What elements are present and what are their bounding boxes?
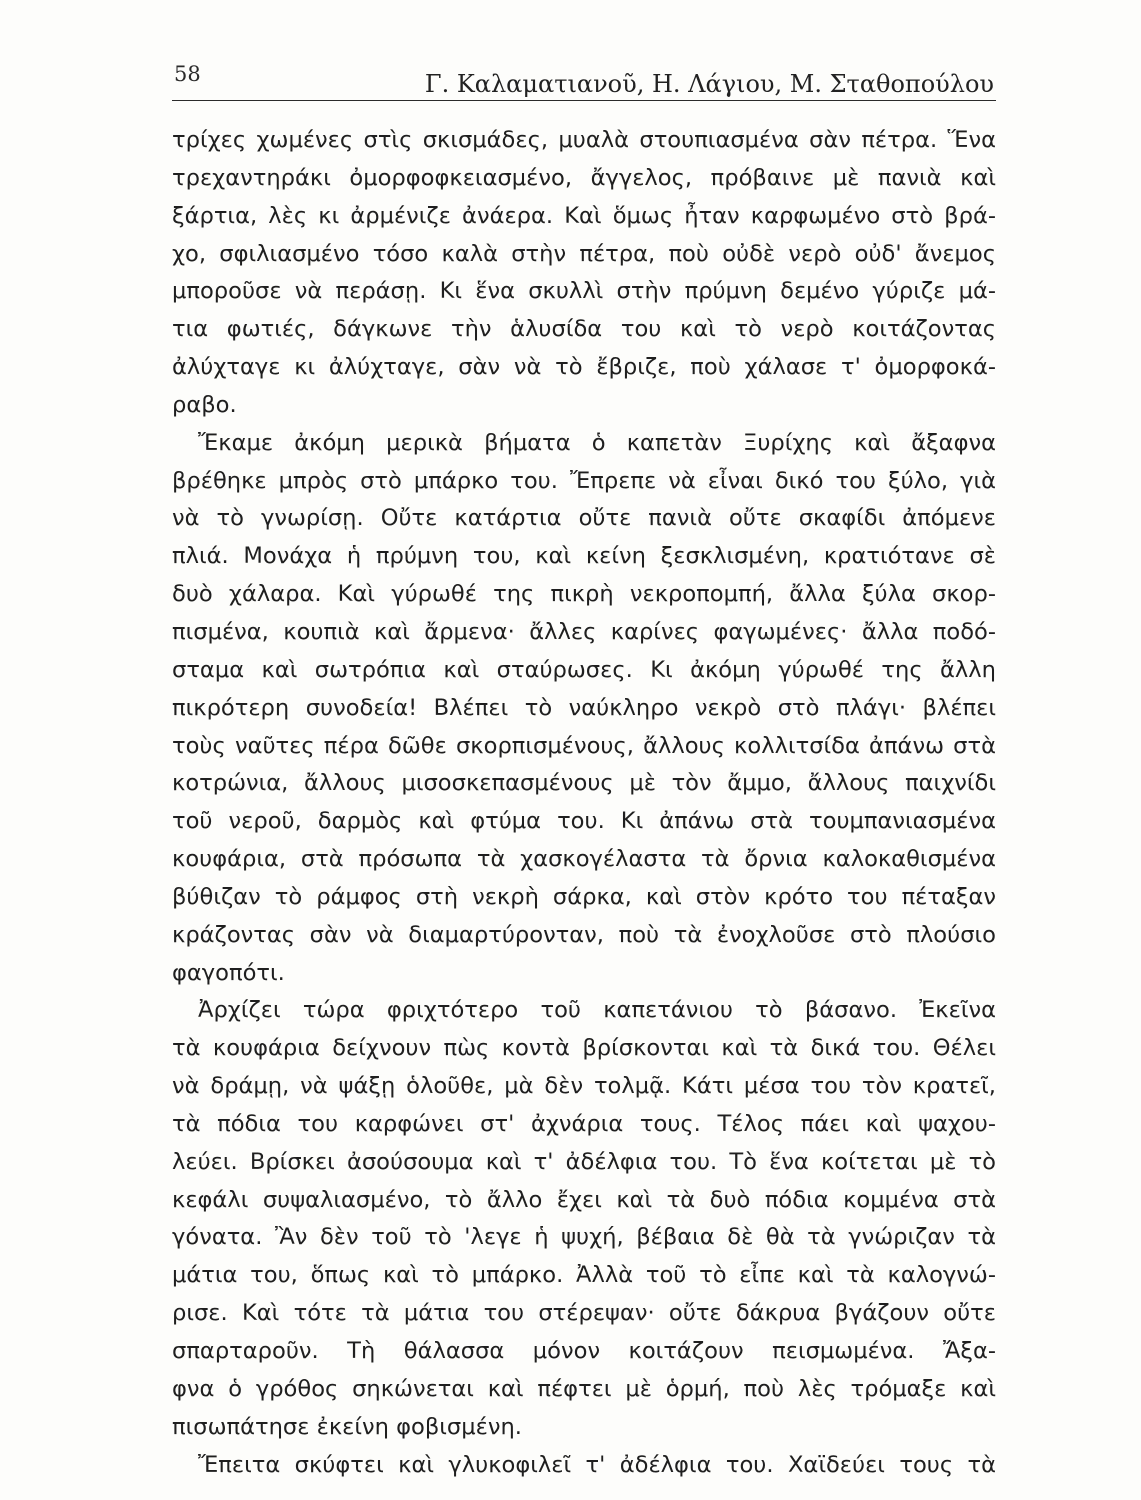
- text-line: τὰ πόδια του καρφώνει στ' ἀχνάρια τους. Τέλος πάει καὶ ψαχου-: [172, 1110, 996, 1137]
- text-line: Ἔπειτα σκύφτει καὶ γλυκοφιλεῖ τ' ἀδέλφια του. Χαϊδεύει τους τὰ: [198, 1451, 996, 1478]
- text-line: τρίχες χωμένες στὶς σκισμάδες, μυαλὰ στουπιασμένα σὰν πέτρα. Ἕνα: [172, 127, 996, 153]
- text-line: λεύει. Βρίσκει ἀσούσουμα καὶ τ' ἀδέλφια του. Τὸ ἕνα κοίτεται μὲ τὸ: [172, 1148, 996, 1175]
- text-line: δυὸ χάλαρα. Καὶ γύρωθέ της πικρὴ νεκροπομπή, ἄλλα ξύλα σκορ-: [172, 581, 996, 608]
- text-line: μποροῦσε νὰ περάσῃ. Κι ἕνα σκυλλὶ στὴν πρύμνη δεμένο γύριζε μά-: [172, 278, 996, 305]
- text-line: πικρότερη συνοδεία! Βλέπει τὸ ναύκληρο νεκρὸ στὸ πλάγι· βλέπει: [172, 694, 996, 721]
- text-line: τρεχαντηράκι ὀμορφοφκειασμένο, ἄγγελος, πρόβαινε μὲ πανιὰ καὶ: [172, 164, 996, 191]
- running-title: Γ. Καλαματιανοῦ, Η. Λάγιου, Μ. Σταθοπούλου: [424, 70, 994, 98]
- text-line: Ἔκαμε ἀκόμη μερικὰ βήματα ὁ καπετὰν Ξυρίχης καὶ ἄξαφνα: [198, 429, 996, 456]
- text-line: τοῦ νεροῦ, δαρμὸς καὶ φτύμα του. Κι ἀπάνω στὰ τουμπανιασμένα: [172, 808, 996, 835]
- text-line: κοτρώνια, ἄλλους μισοσκεπασμένους μὲ τὸν ἄμμο, ἄλλους παιχνίδι: [172, 770, 996, 797]
- text-line: βύθιζαν τὸ ράμφος στὴ νεκρὴ σάρκα, καὶ στὸν κρότο του πέταξαν: [172, 883, 996, 910]
- text-line: πισμένα, κουπιὰ καὶ ἄρμενα· ἄλλες καρίνες φαγωμένες· ἄλλα ποδό-: [172, 618, 996, 645]
- text-line: νὰ δράμῃ, νὰ ψάξῃ ὁλοῦθε, μὰ δὲν τολμᾷ. Κάτι μέσα του τὸν κρατεῖ,: [172, 1073, 996, 1100]
- text-line: χο, σφιλιασμένο τόσο καλὰ στὴν πέτρα, ποὺ οὐδὲ νερὸ οὐδ' ἄνεμος: [172, 240, 996, 267]
- text-line: βρέθηκε μπρὸς στὸ μπάρκο του. Ἔπρεπε νὰ εἶναι δικό του ξύλο, γιὰ: [172, 467, 996, 494]
- text-line: Ἀρχίζει τώρα φριχτότερο τοῦ καπετάνιου τὸ βάσανο. Ἐκεῖνα: [198, 997, 996, 1024]
- text-line: φνα ὁ γρόθος σηκώνεται καὶ πέφτει μὲ ὁρμή, ποὺ λὲς τρόμαξε καὶ: [172, 1375, 996, 1402]
- text-line: κουφάρια, στὰ πρόσωπα τὰ χασκογέλαστα τὰ ὄρνια καλοκαθισμένα: [172, 846, 996, 873]
- text-line: φαγοπότι.: [172, 959, 285, 986]
- running-header: [172, 58, 996, 101]
- text-line: σταμα καὶ σωτρόπια καὶ σταύρωσες. Κι ἀκόμη γύρωθέ της ἄλλη: [172, 656, 996, 683]
- text-line: τια φωτιές, δάγκωνε τὴν ἁλυσίδα του καὶ τὸ νερὸ κοιτάζοντας: [172, 316, 996, 343]
- text-line: πλιά. Μονάχα ἡ πρύμνη του, καὶ κείνη ξεσκλισμένη, κρατιότανε σὲ: [172, 543, 996, 570]
- text-line: νὰ τὸ γνωρίσῃ. Οὔτε κατάρτια οὔτε πανιὰ οὔτε σκαφίδι ἀπόμενε: [172, 505, 996, 532]
- text-line: ραβο.: [172, 391, 237, 418]
- text-line: τοὺς ναῦτες πέρα δῶθε σκορπισμένους, ἄλλους κολλιτσίδα ἀπάνω στὰ: [172, 732, 996, 759]
- text-line: γόνατα. Ἂν δὲν τοῦ τὸ 'λεγε ἡ ψυχή, βέβαια δὲ θὰ τὰ γνώριζαν τὰ: [172, 1224, 996, 1251]
- text-line: τὰ κουφάρια δείχνουν πὼς κοντὰ βρίσκονται καὶ τὰ δικά του. Θέλει: [172, 1035, 996, 1062]
- page-number: 58: [174, 62, 201, 86]
- text-line: ρισε. Καὶ τότε τὰ μάτια του στέρεψαν· οὔτε δάκρυα βγάζουν οὔτε: [172, 1300, 996, 1327]
- text-line: κεφάλι συψαλιασμένο, τὸ ἄλλο ἔχει καὶ τὰ δυὸ πόδια κομμένα στὰ: [172, 1186, 996, 1213]
- text-line: μάτια του, ὅπως καὶ τὸ μπάρκο. Ἀλλὰ τοῦ τὸ εἶπε καὶ τὰ καλογνώ-: [172, 1262, 996, 1289]
- text-line: ἀλύχταγε κι ἀλύχταγε, σὰν νὰ τὸ ἔβριζε, ποὺ χάλασε τ' ὀμορφοκά-: [172, 354, 996, 381]
- text-line: κράζοντας σὰν νὰ διαμαρτύρονταν, ποὺ τὰ ἐνοχλοῦσε στὸ πλούσιο: [172, 921, 996, 948]
- body-text: [172, 122, 996, 1484]
- text-line: πισωπάτησε ἐκείνη φοβισμένη.: [172, 1413, 522, 1440]
- text-line: ξάρτια, λὲς κι ἀρμένιζε ἀνάερα. Καὶ ὅμως ἦταν καρφωμένο στὸ βρά-: [172, 202, 996, 229]
- text-line: σπαρταροῦν. Τὴ θάλασσα μόνον κοιτάζουν πεισμωμένα. Ἄξα-: [172, 1338, 996, 1364]
